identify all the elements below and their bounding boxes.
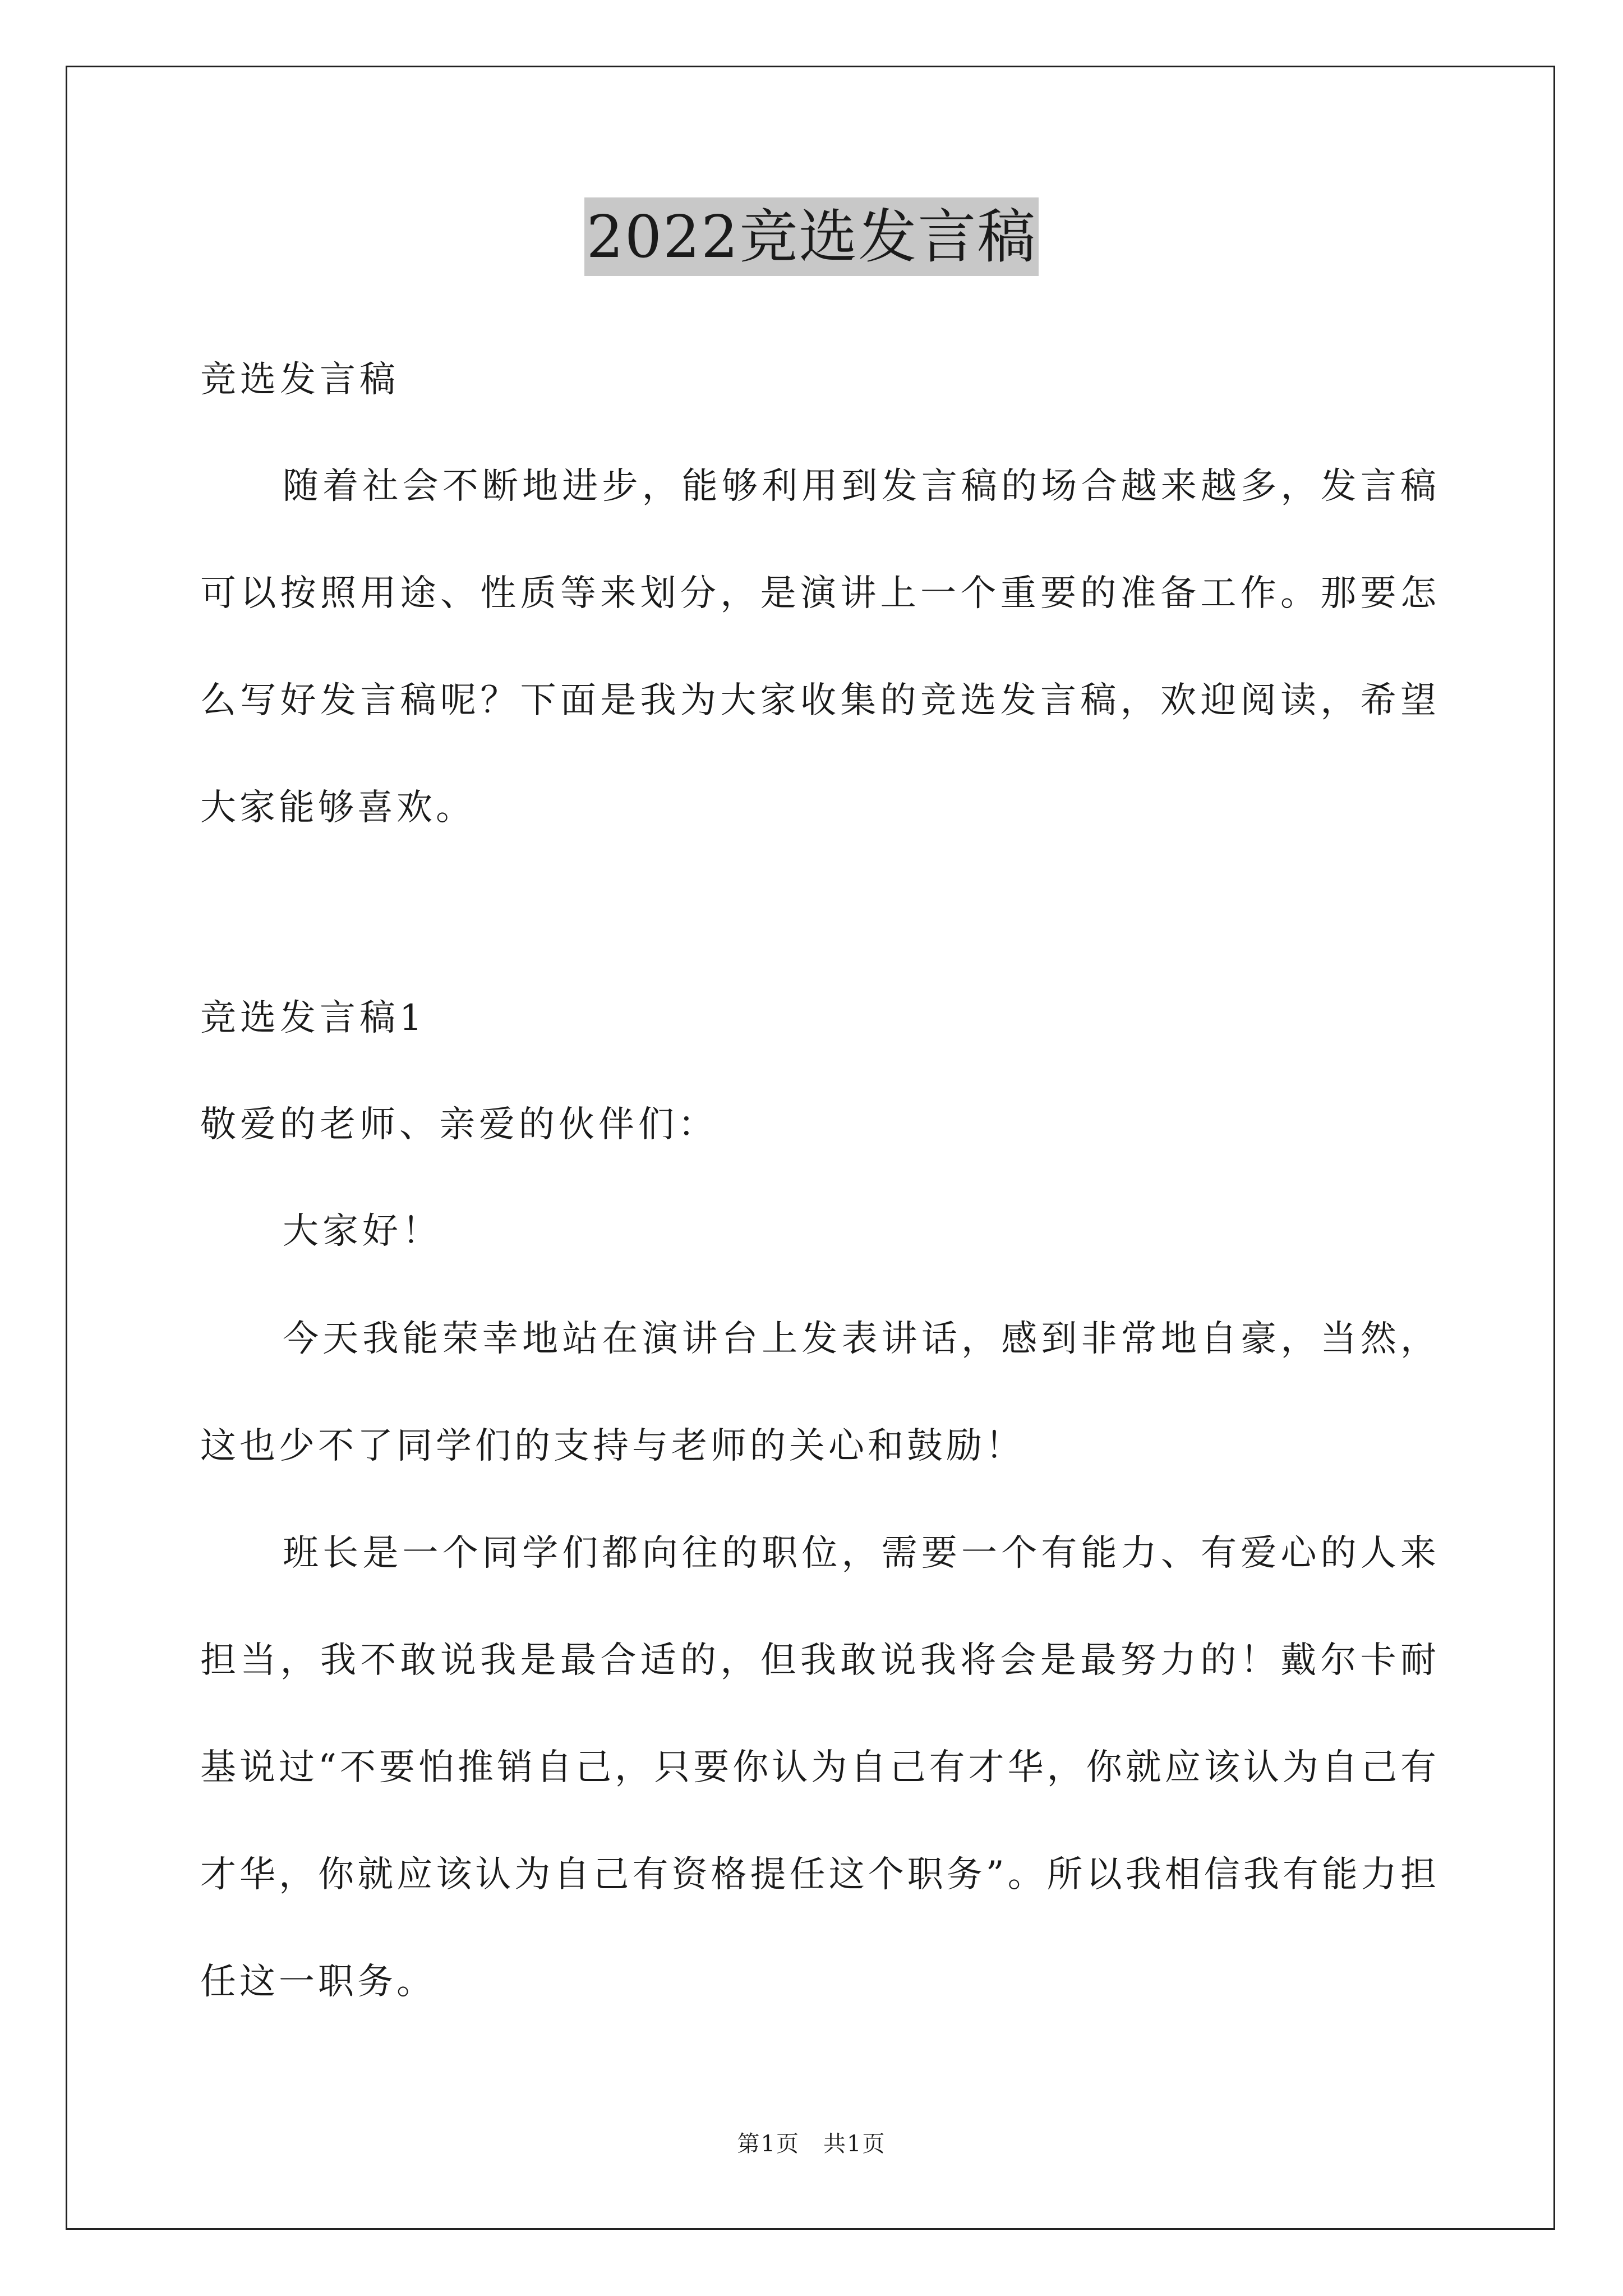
intro-paragraph: 随着社会不断地进步，能够利用到发言稿的场合越来越多，发言稿可以按照用途、性质等来划分，是演讲上一个重要的准备工作。那要怎么写好发言稿呢？下面是我为大家收集的竞选发言稿，欢迎阅读，希望大家能够喜欢。 [200, 466, 1440, 829]
paragraph-1: 今天我能荣幸地站在演讲台上发表讲话，感到非常地自豪，当然，这也少不了同学们的支持与老师的关心和鼓励！ [200, 1318, 1440, 1467]
section-heading: 竞选发言稿1 [200, 997, 426, 1039]
title-container [0, 197, 1623, 276]
document-title: 2022竞选发言稿 [584, 197, 1039, 276]
paragraph-2: 班长是一个同学们都向往的职位，需要一个有能力、有爱心的人来担当，我不敢说我是最合适的，但我敢说我将会是最努力的！戴尔卡耐基说过“不要怕推销自己，只要你认为自己有才华，你就应该认为自己有才华，你就应该认为自己有资格提任这个职务”。所以我相信我有能力担任这一职务。 [200, 1533, 1440, 2003]
greeting: 大家好！ [283, 1211, 442, 1252]
salutation: 敬爱的老师、亲爱的伙伴们： [200, 1104, 718, 1145]
page-footer: 第1页 共1页 [737, 2131, 886, 2157]
subtitle: 竞选发言稿 [200, 359, 399, 401]
